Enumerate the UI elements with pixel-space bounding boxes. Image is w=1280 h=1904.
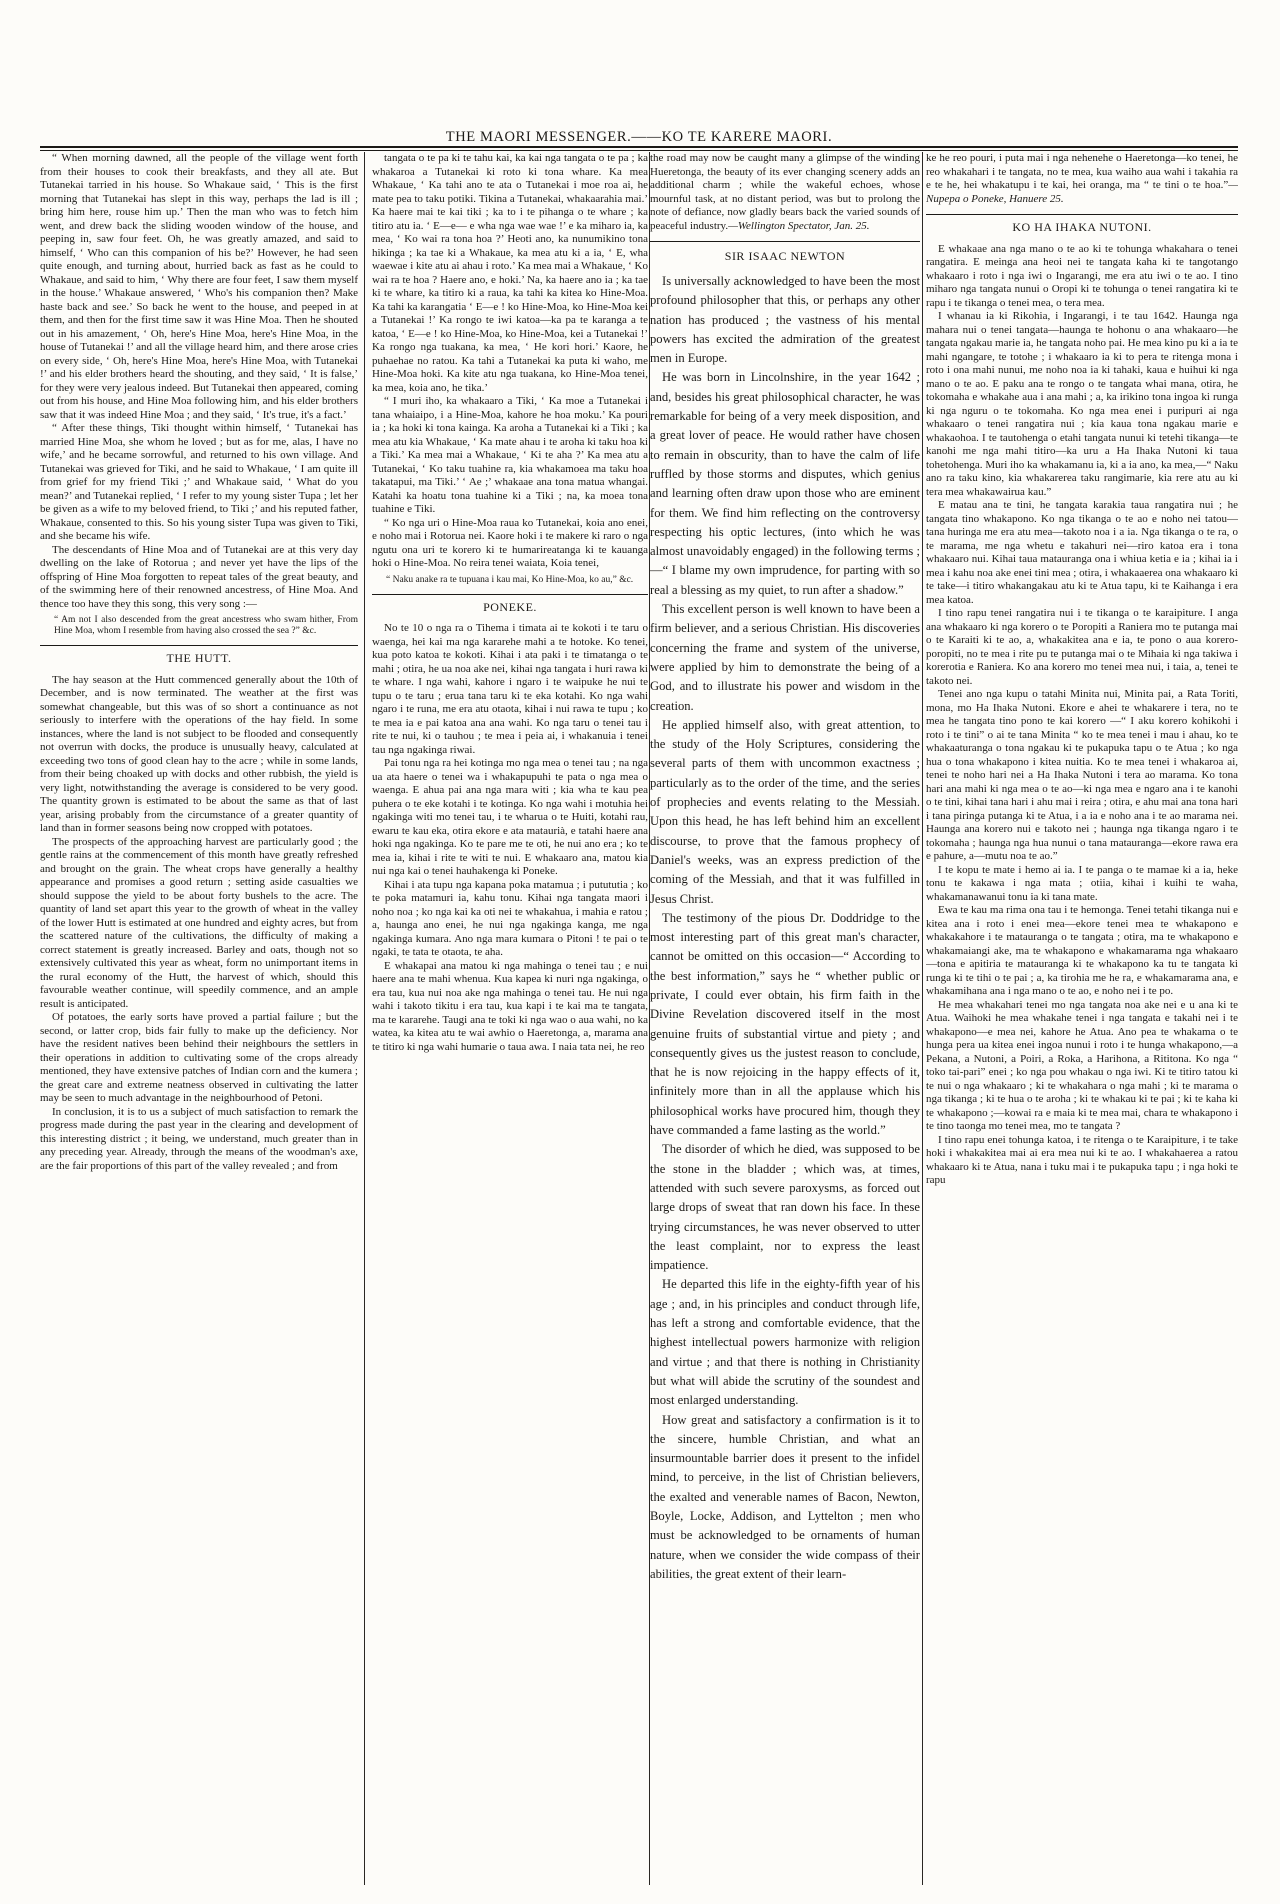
masthead: THE MAORI MESSENGER.——KO TE KARERE MAORI.	[445, 129, 833, 145]
paragraph: The descendants of Hine Moa and of Tutanekai are at this very day dwelling on the lake of Rotorua ; and never yet have the lips of the offspring of Hine Moa forgotten to repeat tales of the great beauty, and of the swimming here of their renowned ancestress, of Hine Moa. And thence too have they this song, this very song :—	[40, 543, 358, 610]
masthead-rule	[40, 146, 1238, 148]
paragraph: Of potatoes, the early sorts have proved a partial failure ; but the second, or latter crop, bids fair fully to make up the deficiency. Nor have the resident natives been behind their neighbours the settlers in their operations in addition to cultivating some of the crops already mentioned, they have extensive patches of Indian corn and the kumera ; the great care and extreme neatness observed in cultivating the latter may be seen to much advantage in the neighbourhood of Petoni.	[40, 1011, 358, 1104]
paragraph	[926, 152, 1238, 206]
section-heading-hutt: THE HUTT.	[40, 645, 358, 666]
paragraph: He was born in Lincolnshire, in the year 1642 ; and, besides his great philosophical character, he was remarkable for being of a very meek disposition, and a great lover of peace. He would rather have chosen to remain in obscurity, than to have the calm of life ruffled by those storms and disputes, which genius and learning often draw upon those who are eminent for them. We find him reflecting on the controversy respecting his optic lectures, (into which he was almost unavoidably engaged) in the following terms ;—“ I blame my own imprudence, for parting with so real a blessing as my quiet, to run after a shadow.”	[650, 370, 920, 597]
column-separator	[364, 152, 365, 1885]
paragraph: The testimony of the pious Dr. Doddridge to the most interesting part of this great man's character, cannot be omitted on this occasion—“ According to the best information,” says he “ whether public or private, I could ever obtain, his firm faith in the Divine Revelation discovered itself in the most genuine fruits of substantial virtue and piety ; and consequently gives us the justest reason to conclude, that he is now rejoicing in the happy effects of it, infinitely more than in all the applause which his philosophical works have procured him, though they have commanded a fame lasting as the world.”	[650, 910, 920, 1138]
section-heading-poneke: PONEKE.	[372, 594, 648, 615]
paragraph: E whakapai ana matou ki nga mahinga o tenei tau ; e nui haere ana te mahi whenua. Kua kapea ki nuri nga ngakinga, o era tau, kua nui noa ake nga mahinga o tenei tau. He nui nga wahi i takoto tikitu i era tau, kua kapi i te kai ma te tangata, ma te kararehe. Taugi ana te toki ki nga wao o aua wahi, no ka watea, ka kitea atu te wai awhio o Haeretonga, a, marama ana te titiro ki nga wahi humarie o taua awa. I naia tata nei, he reo	[372, 959, 648, 1053]
song-quote: “ Naku anake ra te tupuana i kau mai, Ko Hine-Moa, ko au,” &c.	[386, 574, 634, 585]
paragraph: “ Ko nga uri o Hine-Moa raua ko Tutanekai, koia ano enei, e noho mai i Rotorua nei. Kaore hoki i te makere ki raro o nga ngutu ona uri te korero ki te humarireatanga ki te kauanga hoki o Hine-Moa. No reira tenei waiata, Koia tenei,	[372, 516, 648, 569]
column-separator	[922, 152, 923, 1885]
paragraph: How great and satisfactory a confirmation is it to the sincere, humble Christian, and what an insurmountable barrier does it present to the infidel mind, to perceive, in the list of Christian believers, the exalted and venerable names of Bacon, Newton, Boyle, Locke, Addison, and Lyttelton ; men who must be acknowledged to be ornaments of human nature, when we consider the wide compass of their abilities, the great extent of their learn-	[650, 1412, 920, 1581]
paragraph: This excellent person is well known to have been a firm believer, and a serious Christian. His discoveries concerning the frame and system of the universe, were applied by him to demonstrate the being of a God, and to illustrate his power and wisdom in the creation.	[650, 602, 920, 713]
column-4	[926, 152, 1238, 1885]
paragraph: The prospects of the approaching harvest are particularly good ; the gentle rains at the commencement of this month have greatly refreshed and brought on the grain. The wheat crops have generally a healthy appearance and promises a good return ; setting aside casualties we should suppose the yield to be about forty bushels to the acre. The quantity of land set apart this year to the growth of wheat in the valley of the lower Hutt is estimated at one hundred and eighty acres, but from the scattered nature of the cultivations, the difficulty of making a correct statement is greatly increased. Barley and oats, though not so extensively cultivated this year as wheat, form no unimportant items in the rural economy of the Hutt, the harvest of which, should this favourable weather continue, will speedily commence, and an ample result is anticipated.	[40, 835, 358, 1010]
column-1	[40, 152, 358, 1885]
paragraph: “ When morning dawned, all the people of the village went forth from their houses to cook their breakfasts, and they all ate. But Tutanekai tarried in his house. So Whakaue said, ‘ This is the first morning that Tutanekai has slept in this way, perhaps the lad is ill ; bring him here, rouse him up.’ Then the man who was to fetch him went, and drew back the sliding wooden window of the house, and peeping in, saw four feet. Oh, he was greatly amazed, and said to himself, ‘ Who can this companion of his be?’ However, he had seen quite enough, and turning about, hurried back as fast as he could to Whakaue, and said to him, ‘ Why there are four feet, I saw them myself in the house.’ Whakaue answered, ‘ Who's his companion then? Make haste back and see.’ So back he went to the house, and peeped in at them, and then for the first time saw it was Hine Moa. Then he shouted out in his amazement, ‘ Oh, here's Hine Moa, here's Hine Moa, in the house of Tutanekai !’ and all the village heard him, and there arose cries on every side, ‘ Oh, here's Hine Moa, here's Hine Moa, with Tutanekai !’ and his elder brothers heard the shouting, and they said, ‘ It is false,’ for they were very jealous indeed. But Tutanekai then appeared, coming out from his house, and Hine Moa following him, and his elder brothers saw that it was indeed Hine Moa ; and they said, ‘ It's true, it's a fact.’	[40, 152, 358, 421]
paragraph: Ewa te kau ma rima ona tau i te hemonga. Tenei tetahi tikanga nui e kitea ana i roto i enei mea—ekore tenei mea te whakapono e whakakahore i te matauranga o te tangata ; otira, ma te whakapono e whakamaiangi ake, ma te whakapono e whakamarama nga whakaaro—tona e apitiria te matauranga ki te whakapono ka tu te tangata ki runga ki te tihi o te pai ; a, ka tirohia me he ra, e whakamarama ana, e whakamihana ana i nga mano o te ao, e noho nei i te po.	[926, 904, 1238, 997]
paragraph: The disorder of which he died, was supposed to be the stone in the bladder ; which was, at times, attended with such severe paroxysms, as forced out large drops of sweat that ran down his face. In these trying circumstances, he was never observed to utter the least complaint, nor to express the least impatience.	[650, 1142, 920, 1273]
paragraph: Tenei ano nga kupu o tatahi Minita nui, Minita pai, a Rata Toriti, mona, mo Ha Ihaka Nutoni. Ekore e ahei te whakarere i tera, no te mea he tangata tino pono te kai korero —“ I aku korero kohikohi i roto i te tini” o ai te tana Minita “ ko te mea tenei i mau i ahau, ko te whakaaturanga o tona ngakau ki te pukapuka tapu o te Atua ; ko nga hua o tona whakapono i kitea nuitia. Ko te mea tenei i whakaroa ai, tenei te noho hari nei a Ha Ihaka Nutoni i tera ao marama. Ko tona hari ana mahi ki nga mea o te ao—ki nga mea e ngaro ana i te kanohi o te tini, kihai tana hari i ahu mai i reira ; otira, e ahu mai ana tona hari i tana piringa putanga ki te Atua, i a ia e noho ana i te ao marama nei. Haunga ana korero nui e takoto nei ; haunga nga tikanga ngaro i te tokomaha ; haunga nga hua nunui o tana matauranga—ekore rawa era e pahure, a—mutu noa te ao.”	[926, 688, 1238, 862]
paragraph: Kihai i ata tupu nga kapana poka matamua ; i putututia ; ko te poka matamuri ia, kahu tonu. Kihai nga tangata maori i noho noa ; ko nga kai ka oti nei te whakahua, i mahia e ratou ; a, haunga ano enei, he nui nga ngakinga kanga, me nga ngakinga kumara. Ano nga mara kumara o Pitoni ! te pai o te ngaki, te tata te otaota, te aha.	[372, 878, 648, 958]
masthead-rule-thin	[40, 150, 1238, 151]
paragraph: I tino rapu tenei rangatira nui i te tikanga o te karaipiture. I anga ana whakaaro ki nga korero o te Poropiti a Raniera mo te putanga mai o te Karaiti ki te ao, a, whakakitea ana e ia, te pono o aua korero-poropiti, no te mea i rite pu te putanga mai o te Mihaia ki nga takiwa i korerotia e Raniera. Ko ana korero mo tenei mea nui, i taia, a, tenei te takoto nei.	[926, 607, 1238, 687]
paragraph: He mea whakahari tenei mo nga tangata noa ake nei e u ana ki te Atua. Waihoki he mea whakahe tenei i nga tangata e takahi nei i te whakapono—e mea nei, kahore he Atua. Ano pea te whakama o te hunga pera ua kitea enei ingoa nunui i roto i te hunga whakapono,—a Pekana, a Nutoni, a Poiri, a Roka, a Harihona, a Rititona. Ko nga “ toko tai-pari” enei ; ko nga pou whakau o nga iwi. Ki te titiro tatou ki te nui o nga whakaaro ; ki te whakahara o nga mahi ; ki te marama o nga tikanga ; ki te hua o te aroha ; ki te whakau ki te pai ; ki te kaha ki te whakapono ;—kowai ra e maia ki te mea mai, chara te whakapono i te tino taonga mo tenei mea, mo te tangata ?	[926, 998, 1238, 1132]
paragraph: No te 10 o nga ra o Tihema i timata ai te kokoti i te taru o waenga, hei kai ma nga kararehe mahi a te hotoke. Ko tenei, kua poto katoa te kokoti. Kihai i ata paki i te timatanga o te mahi ; otira, he ua noa ake nei, kihai nga tangata i huri rawa ki te whare. I nga wahi, kahore i ngaro i te waipuke he nui te tupu o te taru ; erua tana taru ki te eka kotahi. Ko nga wahi ngaro i te runa, me era atu otaota, kihai i nui rawa te tupu ; ko te mea ia e pai katoa ana ana wahi. Ko nga taru o tenei tau i rite te nui, ki o tauhou ; te mea i peia ai, i whakanuia i tenei tau nga ngakinga riwai.	[372, 622, 648, 756]
paragraph: “ I muri iho, ka whakaaro a Tiki, ‘ Ka moe a Tutanekai i tana whaiaipo, i a Hine-Moa, kahore he hoa moku.’ Ka pouri ia ; ka hoki ki tona kainga. Ka aroha a Tutanekai ki a Tiki ; ka mea atu kia Whakaue, ‘ Ka mate ahau i te aroha ki taku hoa ki a Tiki.’ Ka mea mai a Whakaue, ‘ Ki te aha ?’ Ka mea atu a Tutanekai, ‘ Ko taku tuahine ra, kia whakamoea ma taku hoa takatapui, ma Tiki.’ ‘ Ae ;’ whakaae ana tona matua whangai. Katahi ka hoatu tona tuahine ki a Tiki ; na, ka moea tona tuahine e Tiki.	[372, 395, 648, 515]
paragraph-text: ke he reo pouri, i puta mai i nga nehenehe o Haeretonga—ko tenei, he reo whakahari i te tangata, no te mea, kua waiho aua wahi i takahia ra e te he, hei whakatupu i te kai, hei oranga, ma “ te tini o te hoa.”	[926, 152, 1238, 191]
paragraph: Pai tonu nga ra hei kotinga mo nga mea o tenei tau ; na nga ua ata haere o tenei wa i whakapupuhi te pata o nga mea o waenga. E ahua pai ana nga mara witi ; kia wha te kau pea puhera o te eke kotahi i te kotinga. Ko nga wahi i motuhia hei ngakinga witi mo tenei tau, i te wharua o te Huiti, kotahi rau, ewaru te kau eka, otira ekore e ata mataurià, e tatahi haere ana hoki nga ngakinga. Ko te pare me te oti, he nui ano era ; ko te mea ia, kihai i rite te witi te nui. E whakaaro ana, matou kia nui nga kai o tenei hauhakenga ki Poneke.	[372, 757, 648, 877]
paragraph: E whakaae ana nga mano o te ao ki te tohunga whakahara o tenei rangatira. E meinga ana heoi nei te tangata kaha ki te tangotango whakaaro i roto i nga iwi o Ingarangi, me era atu iwi o te ao. I tino miharo nga tangata nunui o Oropi ki te tohunga o tenei rangatira ki te rapu i te tikanga o tenei mea, o tera mea.	[926, 242, 1238, 309]
section-heading-newton: SIR ISAAC NEWTON	[650, 241, 920, 264]
paragraph: Is universally acknowledged to have been the most profound philosopher that this, or perhaps any other nation has produced ; the vastness of his mental powers has excited the admiration of the greatest men in Europe.	[650, 274, 920, 366]
paragraph: In conclusion, it is to us a subject of much satisfaction to remark the progress made during the past year in the clearing and development of this interesting district ; it being, we understand, much greater than in any preceding year. Already, through the means of the woodman's axe, are the fair proportions of this part of the valley revealed ; and from	[40, 1105, 358, 1172]
column-3	[650, 152, 920, 1885]
paragraph: The hay season at the Hutt commenced generally about the 10th of December, and is now terminated. The weather at the first was somewhat changeable, but this was of so short a continuance as not seriously to interfere with the operations of the hay field. In some instances, where the land is not subject to be flooded and consequently not overrun with docks, the produce is unusually heavy, calculated at exceeding two tons of good clean hay to the acre ; while in some lands, from their being choaked up with docks and other rubbish, the yield is very light, notwithstanding the average is considered to be very good. The quantity grown is estimated to be about the same as that of last year, arising probably from the circumstance of a greater quantity of land than in former seasons being now cropped with potatoes.	[40, 673, 358, 834]
paragraph-text: the road may now be caught many a glimpse of the winding Hueretonga, the beauty of its ever changing scenery adds an additional charm ; while the wakeful echoes, whose mournful task, at no distant period, was but to prolong the note of defiance, now gladly bears back the varied sounds of peaceful industry.	[650, 152, 920, 232]
paragraph: I tino rapu enei tohunga katoa, i te ritenga o te Karaipiture, i te take hoki i whakakitea mai ai era mea nui ki te ao. I whakahaerea a ratou whakaaro ki te Atua, nana i tuku mai i te pukapuka tapu ; i nga hoki te rapu	[926, 1133, 1238, 1186]
column-2	[372, 152, 648, 1885]
paragraph: He departed this life in the eighty-fifth year of his age ; and, in his principles and conduct through life, has left a strong and comfortable evidence, that the highest intellectual powers harmonize with religion and virtue ; and that there is nothing in Christianity but what will abide the scrutiny of the soundest and most enlarged understanding.	[650, 1277, 920, 1408]
paragraph: E matau ana te tini, he tangata karakia taua rangatira nui ; he tangata tino whakapono. Ko nga tikanga o te ao e noho nei tatou—tana huringa me era atu mea—takoto noa i a ia. Nga tikanga o te ra, o te marama, me nga whetu e takahuri nei—riro katoa era i tona whakaaro nui. Kihai taua matauranga ona i whiua ketia e ia ; kihai ia i mea i kahu noa ake enei tini mea ; otira, i whakaaerea ona whakaaro ki te take—i titiro whakangakau atu ki te Atua tapu, ki te Kaihanga i era mea katoa.	[926, 499, 1238, 606]
paragraph	[650, 152, 920, 233]
paragraph: tangata o te pa ki te tahu kai, ka kai nga tangata o te pa ; ka whakaroa a Tutanekai ki roto ki tona whare. Ka mea Whakaue, ‘ Ka tahi ano te ata o Tutanekai i moe roa ai, he mate pea to taku potiki. Tikina a Tutanekai, whakaarahia mai.’ Ka haere mai te kai tiki ; ka to i te pihanga o te whare ; ka titiro atu ia. ‘ E—e— e wha nga wae wae !’ e ka miharo ia, ka mea, ‘ Ko wai ra tona hoa ?’ Heoti ano, ka nunumikino tona hikinga ; ka tae ki a Whakaue, ka mea atu ki a ia, ‘ E, wha waewae i kite atu ai ahau i roto.’ Ka mea mai a Whakaue, ‘ Ko wai ra te hoa ? Haere ano, e hoki.’ Na, ka haere ano ia ; ka tae ki te whare, ka titiro ki a raua, ka tahi ka kitea ko Hine-Moa. Ka tahi ka karangatia ‘ E—e ! ko Hine-Moa, ko Hine-Moa kei a Tutanekai !’ Ka rongo te iwi katoa—ka pa te karanga a te katoa, ‘ E—e ! ko Hine-Moa, ko Hine-Moa, kei a Tutanekai !’ Ka rongo nga tuakana, ka mea, ‘ He kori hori.’ Kaore, he puhaehae no ratou. Ka tahi a Tutanekai ka puta ki waho, me Hine-Moa hoki. Ka kite atu nga tuakana, ko Hine-Moa tenei, ka mea, koia ano, he tika.’	[372, 152, 648, 394]
paragraph: He applied himself also, with great attention, to the study of the Holy Scriptures, considering the several parts of them with uncommon exactness ; particularly as to the order of the time, and the series of prophecies and events relating to the Messiah. Upon this head, he has left behind him an excellent discourse, to prove that the famous prophecy of Daniel's weeks, was an express prediction of the coming of the Messiah, and that it was fulfilled in Jesus Christ.	[650, 717, 920, 906]
source-credit: —Nupepa o Poneke, Hanuere 25.	[926, 179, 1238, 205]
paragraph: I whanau ia ki Rikohia, i Ingarangi, i te tau 1642. Haunga nga mahara nui o tenei tangata—haunga te hohonu o ana whakaaro—he tangata ngakau marie ia, he tangata noho pai. He mea kino pu ki a ia te mahi ngangare, te totohe ; i whakaaro ia ki to pera te ritenga mona i roto i ona mahi nunui, me noho noa ia ki tahaki, kaua e huihui ki nga mano o te ao. E paku ana te rongo o te tangata whai mana, otira, he tokomaha e whakahe aua i ana mahi ; a, ka irikino tona ingoa ki runga ki nga nguru o te tokomaha. Ko nga mea enei i puripuri ai nga whakaaro o tenei rangatira nui ; kia kaua tona ngakau marie e whakaohoa. I te tautohenga o etahi tangata nunui ki tetehi tikanga—te kanohi me nga mahi titiro—ka uru a Ha Ihaka Nutoni ki taua tohetohenga. Muri iho ka whakamanu ia, ki a ia ano, ka mea,—“ Naku ano ra taku kino, kia whakarerea taku rangimarie, kia rere atu au ki tera mea whakawairua kau.”	[926, 310, 1238, 498]
paragraph: “ After these things, Tiki thought within himself, ‘ Tutanekai has married Hine Moa, she whom he loved ; but as for me, alas, I have no wife,’ and he became sorrowful, and returned to his own village. And Tutanekai was grieved for Tiki, and he said to Whakaue, ‘ I am quite ill from grief for my friend Tiki ;’ and Whakaue said, ‘ What do you mean?’ and Tutanekai replied, ‘ I refer to my young sister Tupa ; let her be given as a wife to my beloved friend, to Tiki ;’ and his reputed father, Whakaue, consented to this. So his young sister Tupa was given to Tiki, and she became his wife.	[40, 422, 358, 542]
paragraph: I te kopu te mate i hemo ai ia. I te panga o te mamae ki a ia, heke tonu te kakawa i nga mata ; otiia, kihai i kuihi te waha, whakamanawanui tonu ia ki tana mate.	[926, 863, 1238, 903]
song-quote: “ Am not I also descended from the great ancestress who swam hither, From Hine Moa, whom I resemble from having also crossed the sea ?” &c.	[54, 615, 358, 636]
source-credit: —Wellington Spectator, Jan. 25.	[728, 219, 870, 232]
section-heading-nutoni: KO HA IHAKA NUTONI.	[926, 214, 1238, 235]
